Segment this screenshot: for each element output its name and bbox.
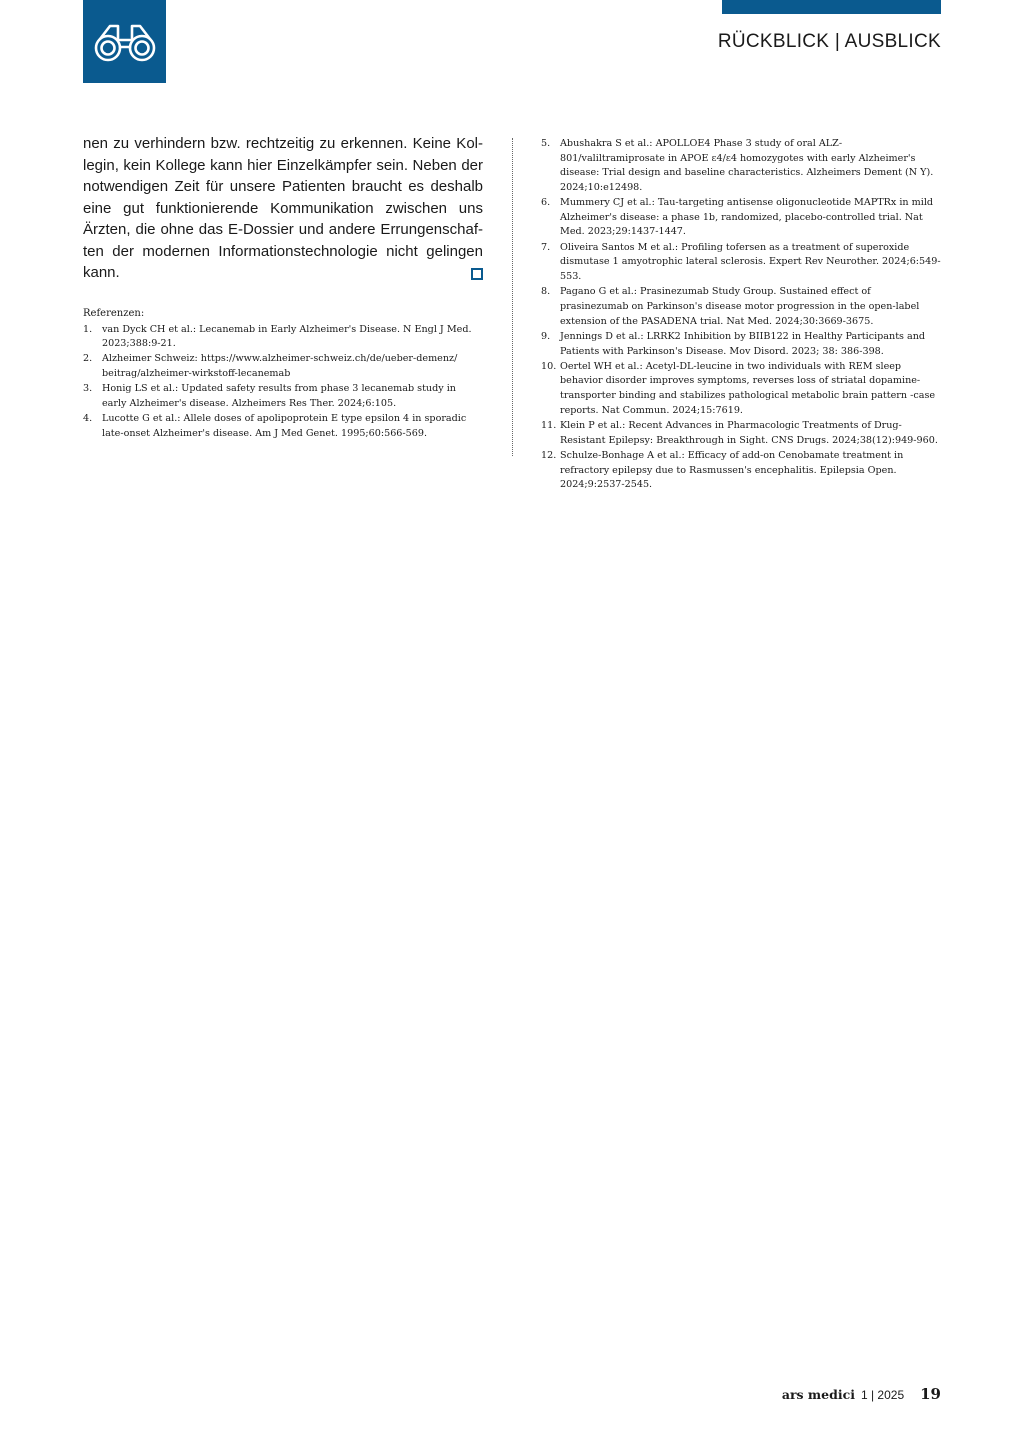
reference-number: 9. — [541, 330, 551, 342]
reference-text: Oertel WH et al.: Acetyl-DL-leucine in two individuals with REM sleep behavior disorder improves symptoms, reverses loss of striatal dopamine-transporter binding and stabilizes pathological metabolic brain pattern -case reports. Nat Commun. 2024;15:7619. — [560, 360, 936, 416]
reference-item — [541, 360, 941, 418]
reference-item — [541, 330, 941, 359]
reference-text: van Dyck CH et al.: Lecanemab in Early Alzheimer's Disease. N Engl J Med. 2023;388:9-21. — [102, 323, 472, 350]
references-list-right — [541, 137, 941, 493]
reference-item — [541, 449, 941, 493]
reference-text: Alzheimer Schweiz: https://www.alzheimer-schweiz.ch/de/ueber-demenz/ beitrag/alzheimer-wirkstoff-lecanemab — [102, 353, 458, 380]
left-column — [83, 133, 483, 442]
reference-number: 2. — [83, 353, 93, 365]
header-accent-bar — [722, 0, 941, 14]
binoculars-logo — [83, 0, 166, 83]
reference-text: Schulze-Bonhage A et al.: Efficacy of add-on Cenobamate treatment in refractory epilepsy due to Rasmussen's encephalitis. Epilepsia Open. 2024;9:2537-2545. — [560, 450, 904, 491]
reference-text: Mummery CJ et al.: Tau-targeting antisense oligonucleotide MAPTRx in mild Alzheimer's disease: a phase 1b, randomized, placebo-controlled trial. Nat Med. 2023;29:1437-1447. — [560, 197, 934, 238]
reference-item — [541, 285, 941, 329]
reference-text: Abushakra S et al.: APOLLOE4 Phase 3 study of oral ALZ-801/valiltramiprosate in APOE ε4/ε4 homozygotes with early Alzheimer's disease: Trial design and baseline characteristics. Alzheimers Dement (N Y). 2024;10:e12498. — [560, 138, 934, 193]
reference-item — [541, 196, 941, 240]
reference-item — [83, 412, 483, 441]
page-number: 19 — [920, 1385, 941, 1403]
reference-number: 8. — [541, 286, 551, 298]
page-footer — [782, 1385, 941, 1403]
issue-number: 1 | 2025 — [860, 1388, 905, 1402]
reference-text: Jennings D et al.: LRRK2 Inhibition by BIIB122 in Healthy Participants and Patients with Parkinson's Disease. Mov Disord. 2023; 38: 386-398. — [560, 330, 926, 357]
reference-text: Pagano G et al.: Prasinezumab Study Group. Sustained effect of prasinezumab on Parkinson's disease motor progression in the open-label extension of the PASADENA trial. Nat Med. 2024;30:3669-3675. — [560, 286, 920, 327]
body-paragraph — [83, 133, 483, 284]
references-list-left — [83, 323, 483, 442]
binoculars-icon — [92, 20, 158, 64]
article-end-mark-icon — [471, 268, 483, 280]
reference-number: 1. — [83, 323, 93, 335]
reference-number: 11. — [541, 420, 557, 432]
reference-number: 12. — [541, 450, 557, 462]
reference-number: 10. — [541, 360, 557, 372]
reference-number: 7. — [541, 241, 551, 253]
reference-item — [541, 419, 941, 448]
reference-text: Lucotte G et al.: Allele doses of apolipoprotein E type epsilon 4 in sporadic late-onset Alzheimer's disease. Am J Med Genet. 1995;60:566-569. — [102, 413, 467, 440]
magazine-name: ars medici — [781, 1387, 855, 1402]
reference-item — [83, 352, 483, 381]
reference-number: 6. — [541, 197, 551, 209]
reference-number: 4. — [83, 413, 93, 425]
reference-number: 5. — [541, 138, 551, 149]
right-column — [541, 137, 941, 494]
reference-text: Klein P et al.: Recent Advances in Pharmacologic Treatments of Drug-Resistant Epilepsy: Breakthrough in Sight. CNS Drugs. 2024;38(12):949-960. — [560, 420, 938, 446]
reference-item — [541, 241, 941, 285]
reference-item — [541, 137, 941, 195]
reference-text: Oliveira Santos M et al.: Profiling tofersen as a treatment of superoxide dismutase 1 amyotrophic lateral sclerosis. Expert Rev Neurother. 2024;6:549-553. — [560, 241, 941, 282]
body-text: nen zu verhindern bzw. rechtzeitig zu erkennen. Keine Kollegin, kein Kollege kann hier Einzelkämpfer sein. Neben der notwendigen Zeit für unsere Patienten braucht es deshalb eine gut funktionierende Kommunikation zwischen uns Ärzten, die ohne das E-Dossier und andere Errungenschaften der modernen Informationstechnologie nicht gelingen kann. — [83, 135, 483, 281]
reference-number: 3. — [83, 383, 93, 395]
column-divider — [512, 138, 513, 456]
reference-item — [83, 382, 483, 411]
section-title: RÜCKBLICK | AUSBLICK — [717, 31, 941, 52]
reference-item — [83, 323, 483, 352]
references-label: Referenzen: — [83, 307, 145, 319]
reference-text: Honig LS et al.: Updated safety results from phase 3 lecanemab study in early Alzheimer's disease. Alzheimers Res Ther. 2024;6:105. — [102, 383, 456, 410]
